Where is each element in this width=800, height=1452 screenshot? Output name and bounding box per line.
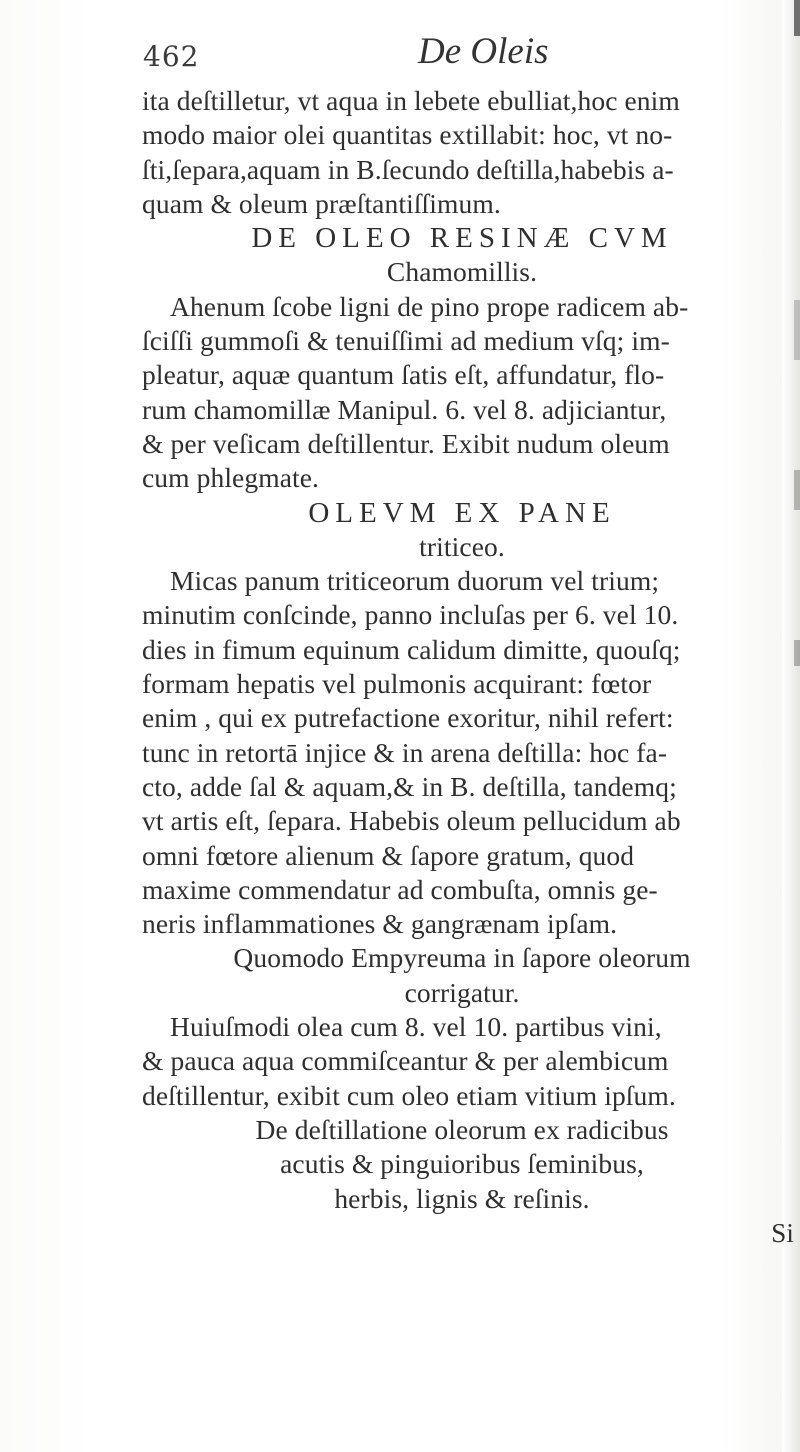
text-line: & per veſicam deſtillentur. Exibit nudum oleum	[142, 427, 670, 459]
section-heading: OLEVM EX PANE	[308, 496, 616, 529]
page-number: 462	[143, 40, 200, 73]
text-line: & pauca aqua commiſceantur & per alembicum	[142, 1045, 669, 1077]
section-subheading: triticeo.	[419, 530, 505, 562]
text-line: omni fœtore alienum & ſapore gratum, quod	[142, 839, 635, 871]
text-line: enim , qui ex putrefactione exoritur, nihil refert:	[142, 702, 674, 734]
text-line: Ahenum ſcobe ligni de pino prope radicem ab-	[170, 290, 689, 322]
page-body	[142, 84, 800, 1250]
section-heading: herbis, lignis & reſinis.	[334, 1182, 590, 1214]
text-line: ſciſſi gummoſi & tenuiſſimi ad medium vſq; im-	[142, 325, 670, 357]
section-heading: acutis & pinguioribus ſeminibus,	[280, 1148, 644, 1180]
text-line: dies in fimum equinum calidum dimitte, quouſq;	[142, 633, 681, 665]
text-line: Huiuſmodi olea cum 8. vel 10. partibus vini,	[170, 1011, 662, 1043]
section-heading: De deſtillatione oleorum ex radicibus	[255, 1113, 669, 1145]
text-line: cum phlegmate.	[142, 462, 320, 494]
text-line: ita deſtilletur, vt aqua in lebete ebulliat,hoc enim	[142, 85, 680, 116]
section-heading: DE OLEO RESINÆ CVM	[251, 222, 673, 255]
text-line: cto, adde ſal & aquam,& in B. deſtilla, tandemq;	[142, 770, 677, 802]
catchword: Si	[771, 1217, 794, 1248]
text-line: minutim conſcinde, panno incluſas per 6. vel 10.	[142, 599, 679, 631]
text-line: modo maior olei quantitas extillabit: hoc, vt no-	[142, 119, 673, 151]
text-line: neris inflammationes & gangrænam ipſam.	[142, 908, 618, 940]
text-line: maxime commendatur ad combuſta, omnis ge-	[142, 873, 658, 905]
text-line: vt artis eſt, ſepara. Habebis oleum pellucidum ab	[142, 805, 681, 837]
text-line: tunc in retortā injice & in arena deſtilla: hoc fa-	[142, 736, 668, 768]
section-heading: corrigatur.	[404, 976, 520, 1008]
running-title: De Oleis	[418, 31, 549, 72]
text-line: deſtillentur, exibit cum oleo etiam vitium ipſum.	[142, 1079, 676, 1111]
page-header	[0, 26, 800, 86]
text-line: formam hepatis vel pulmonis acquirant: fœtor	[142, 668, 652, 700]
text-line: rum chamomillæ Manipul. 6. vel 8. adjiciantur,	[142, 393, 667, 425]
text-line: Micas panum triticeorum duorum vel trium;	[170, 565, 660, 597]
text-line: pleatur, aquæ quantum ſatis eſt, affundatur, flo-	[142, 359, 665, 391]
section-heading: Quomodo Empyreuma in ſapore oleorum	[233, 942, 691, 974]
section-subheading: Chamomillis.	[386, 256, 538, 288]
text-line: ſti,ſepara,aquam in B.ſecundo deſtilla,habebis a-	[142, 153, 674, 185]
text-line: quam & oleum præſtantiſſimum.	[142, 187, 501, 219]
